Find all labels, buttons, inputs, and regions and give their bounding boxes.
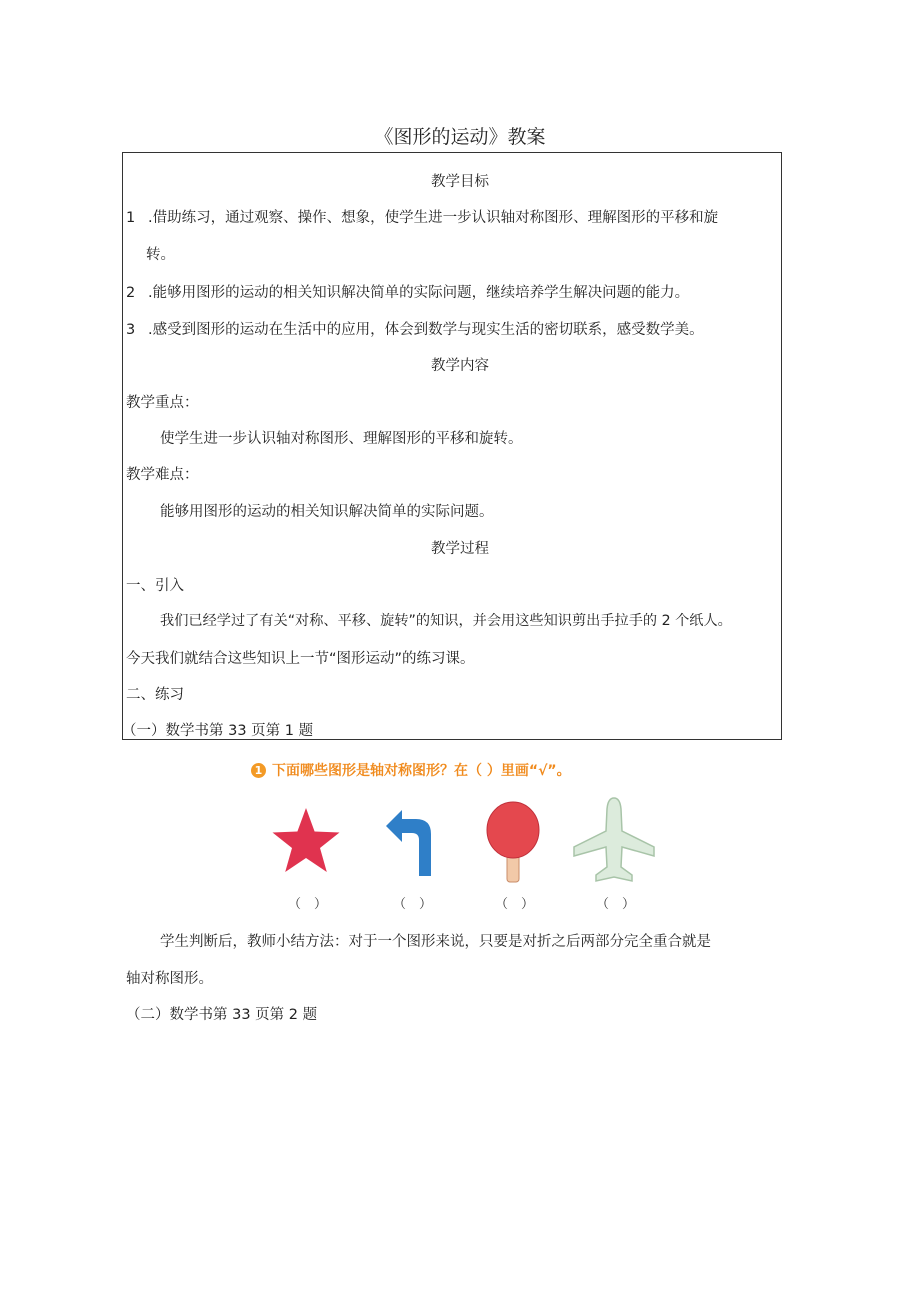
practice-item-2: （二）数学书第 33 页第 2 题 <box>126 1007 318 1023</box>
airplane-icon <box>570 795 658 885</box>
objective-2 <box>126 281 689 302</box>
answer-blank-2[interactable]: （ ） <box>393 897 433 912</box>
objective-text: .感受到图形的运动在生活中的应用，体会到数学与现实生活的密切联系，感受数学美。 <box>148 322 704 338</box>
question-number-badge: 1 <box>251 763 266 778</box>
objective-1 <box>126 206 718 227</box>
intro-line-1: 我们已经学过了有关“对称、平移、旋转”的知识，并会用这些知识剪出手拉手的 2 个纸人。 <box>160 613 732 629</box>
practice-heading: 二、练习 <box>126 687 184 703</box>
objective-number: 2 <box>126 285 136 301</box>
key-point-label: 教学重点： <box>126 395 199 411</box>
document-title: 《图形的运动》教案 <box>374 126 546 148</box>
difficulty-label: 教学难点： <box>126 467 199 483</box>
answer-blank-1[interactable]: （ ） <box>288 897 328 912</box>
heading-objectives: 教学目标 <box>431 174 489 190</box>
heading-content: 教学内容 <box>431 358 489 374</box>
objective-1-continued: 转。 <box>146 247 175 263</box>
ping-pong-paddle-icon <box>484 800 542 884</box>
objective-3 <box>126 318 704 339</box>
objective-number: 1 <box>126 210 136 226</box>
heading-process: 教学过程 <box>431 541 489 557</box>
difficulty-text: 能够用图形的运动的相关知识解决简单的实际问题。 <box>160 504 494 520</box>
question-title <box>251 760 571 780</box>
star-icon <box>270 806 342 876</box>
objective-text: .能够用图形的运动的相关知识解决简单的实际问题，继续培养学生解决问题的能力。 <box>148 285 690 301</box>
practice-item-1: （一）数学书第 33 页第 1 题 <box>122 723 314 739</box>
answer-blank-3[interactable]: （ ） <box>495 897 535 912</box>
question-text: 下面哪些图形是轴对称图形？在（ ）里画“√”。 <box>272 763 571 779</box>
key-point-text: 使学生进一步认识轴对称图形、理解图形的平移和旋转。 <box>160 431 523 447</box>
turn-left-arrow-icon <box>383 806 439 878</box>
objective-number: 3 <box>126 322 136 338</box>
summary-line-2: 轴对称图形。 <box>126 971 213 987</box>
intro-heading: 一、引入 <box>126 578 184 594</box>
intro-line-2: 今天我们就结合这些知识上一节“图形运动”的练习课。 <box>126 651 475 667</box>
summary-line-1: 学生判断后，教师小结方法：对于一个图形来说，只要是对折之后两部分完全重合就是 <box>160 934 711 950</box>
answer-blank-4[interactable]: （ ） <box>596 897 636 912</box>
objective-text: .借助练习，通过观察、操作、想象，使学生进一步认识轴对称图形、理解图形的平移和旋 <box>148 210 719 226</box>
